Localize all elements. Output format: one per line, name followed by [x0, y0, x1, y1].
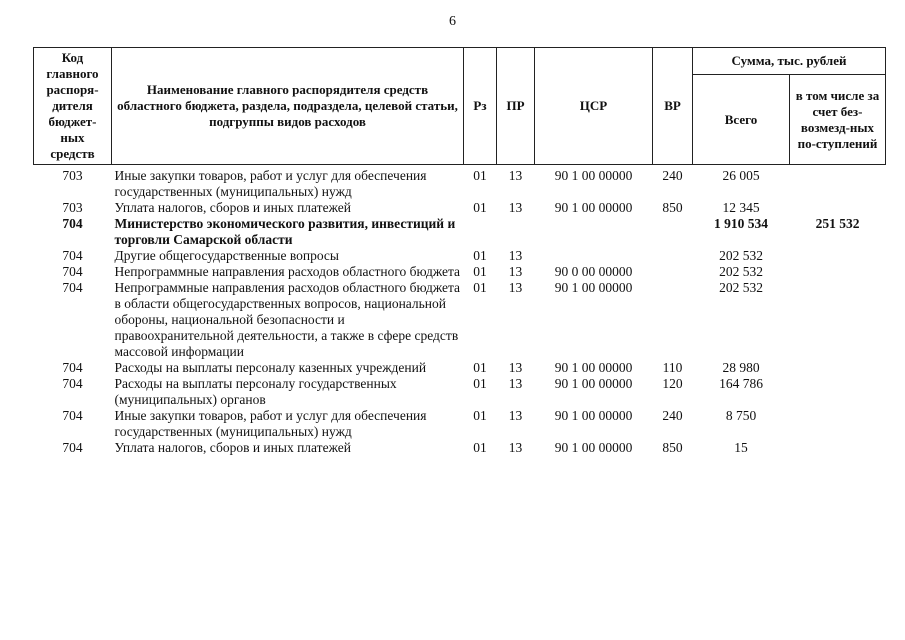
row-total: 15 — [734, 440, 748, 455]
row-grants — [790, 280, 886, 360]
row-code: 704 — [62, 360, 83, 375]
row-code: 703 — [62, 200, 83, 215]
row-vr — [653, 216, 693, 248]
row-grants — [790, 360, 886, 376]
header-pr: ПР — [497, 48, 535, 165]
row-code: 703 — [62, 168, 83, 183]
row-rz: 01 — [473, 360, 487, 375]
row-rz: 01 — [473, 264, 487, 279]
row-rz: 01 — [473, 248, 487, 263]
row-name: Непрограммные направления расходов областного бюджета — [114, 264, 461, 279]
row-vr: 240 — [662, 168, 683, 183]
row-total: 202 532 — [719, 280, 763, 295]
row-csr: 90 1 00 00000 — [554, 280, 633, 295]
table-row — [34, 248, 886, 264]
budget-table — [33, 47, 886, 456]
row-code: 704 — [62, 376, 83, 391]
row-total: 1 910 534 — [714, 216, 768, 231]
header-name: Наименование главного распорядителя средств областного бюджета, раздела, подраздела, целевой статьи, подгруппы видов расходов — [112, 48, 464, 165]
table-row — [34, 408, 886, 440]
row-vr: 240 — [662, 408, 683, 423]
row-total: 202 532 — [719, 264, 763, 279]
row-pr: 13 — [508, 280, 523, 295]
row-csr: 90 1 00 00000 — [554, 440, 633, 455]
header-grants: в том числе за счет без-возмезд-ных по-ступлений — [790, 75, 886, 165]
row-total: 28 980 — [722, 360, 760, 375]
row-code: 704 — [62, 264, 83, 279]
row-pr — [497, 216, 535, 248]
row-rz: 01 — [473, 440, 487, 455]
row-rz: 01 — [473, 168, 487, 183]
header-sum-group: Сумма, тыс. рублей — [693, 48, 886, 75]
row-grants — [790, 264, 886, 280]
row-vr: 120 — [662, 376, 683, 391]
row-pr: 13 — [508, 264, 523, 279]
row-name: Непрограммные направления расходов областного бюджета в области общегосударственных вопросов, национальной обороны, национальной безопасности и правоохранительной деятельности, а также в сфере средств массовой информации — [114, 280, 461, 359]
header-rz: Рз — [464, 48, 497, 165]
row-code: 704 — [62, 216, 83, 231]
row-grants — [790, 165, 886, 201]
table-body — [34, 165, 886, 457]
row-pr: 13 — [508, 376, 523, 391]
row-name: Уплата налогов, сборов и иных платежей — [114, 200, 351, 215]
row-code: 704 — [62, 440, 83, 455]
row-name: Министерство экономического развития, инвестиций и торговли Самарской области — [114, 216, 456, 247]
table-row — [34, 360, 886, 376]
row-rz — [464, 216, 497, 248]
row-rz: 01 — [473, 200, 487, 215]
header-total: Всего — [693, 75, 790, 165]
row-name: Уплата налогов, сборов и иных платежей — [114, 440, 351, 455]
row-csr: 90 1 00 00000 — [554, 168, 633, 183]
row-vr: 850 — [662, 200, 683, 215]
row-vr: 850 — [662, 440, 683, 455]
table-row — [34, 165, 886, 201]
row-grants — [790, 408, 886, 440]
row-name: Расходы на выплаты персоналу казенных учреждений — [114, 360, 427, 375]
table-row — [34, 200, 886, 216]
row-grants — [790, 376, 886, 408]
header-csr: ЦСР — [535, 48, 653, 165]
table-row — [34, 216, 886, 248]
row-csr: 90 1 00 00000 — [554, 360, 633, 375]
row-rz: 01 — [473, 408, 487, 423]
row-code: 704 — [62, 280, 83, 295]
row-code: 704 — [62, 408, 83, 423]
row-grants — [790, 200, 886, 216]
row-grants — [790, 248, 886, 264]
page-number: 6 — [449, 14, 456, 29]
row-pr: 13 — [508, 440, 523, 455]
row-grants — [790, 440, 886, 456]
table-row — [34, 440, 886, 456]
row-total: 26 005 — [722, 168, 760, 183]
row-total: 8 750 — [725, 408, 757, 423]
row-pr: 13 — [508, 200, 523, 215]
row-name: Иные закупки товаров, работ и услуг для обеспечения государственных (муниципальных) нужд — [114, 168, 427, 199]
row-csr: 90 1 00 00000 — [554, 408, 633, 423]
row-name: Другие общегосударственные вопросы — [114, 248, 339, 263]
row-csr: 90 1 00 00000 — [554, 376, 633, 391]
row-vr — [653, 248, 693, 264]
header-vr: ВР — [653, 48, 693, 165]
table-row — [34, 280, 886, 360]
row-pr: 13 — [508, 168, 523, 183]
table-row — [34, 264, 886, 280]
row-total: 164 786 — [719, 376, 763, 391]
row-name: Иные закупки товаров, работ и услуг для обеспечения государственных (муниципальных) нужд — [114, 408, 427, 439]
row-total: 202 532 — [719, 248, 763, 263]
row-grants: 251 532 — [815, 216, 860, 231]
row-rz: 01 — [473, 376, 487, 391]
row-vr — [653, 264, 693, 280]
row-total: 12 345 — [722, 200, 760, 215]
table-row — [34, 376, 886, 408]
row-vr — [653, 280, 693, 360]
row-code: 704 — [62, 248, 83, 263]
row-pr: 13 — [508, 248, 523, 263]
header-code: Код главного распоря-дителя бюджет-ных средств — [34, 48, 112, 165]
row-csr — [535, 216, 653, 248]
table-header — [34, 48, 886, 165]
row-vr: 110 — [662, 360, 683, 375]
row-csr — [535, 248, 653, 264]
row-pr: 13 — [508, 360, 523, 375]
row-csr: 90 0 00 00000 — [554, 264, 633, 279]
row-pr: 13 — [508, 408, 523, 423]
row-rz: 01 — [473, 280, 487, 295]
row-name: Расходы на выплаты персоналу государственных (муниципальных) органов — [114, 376, 397, 407]
row-csr: 90 1 00 00000 — [554, 200, 633, 215]
